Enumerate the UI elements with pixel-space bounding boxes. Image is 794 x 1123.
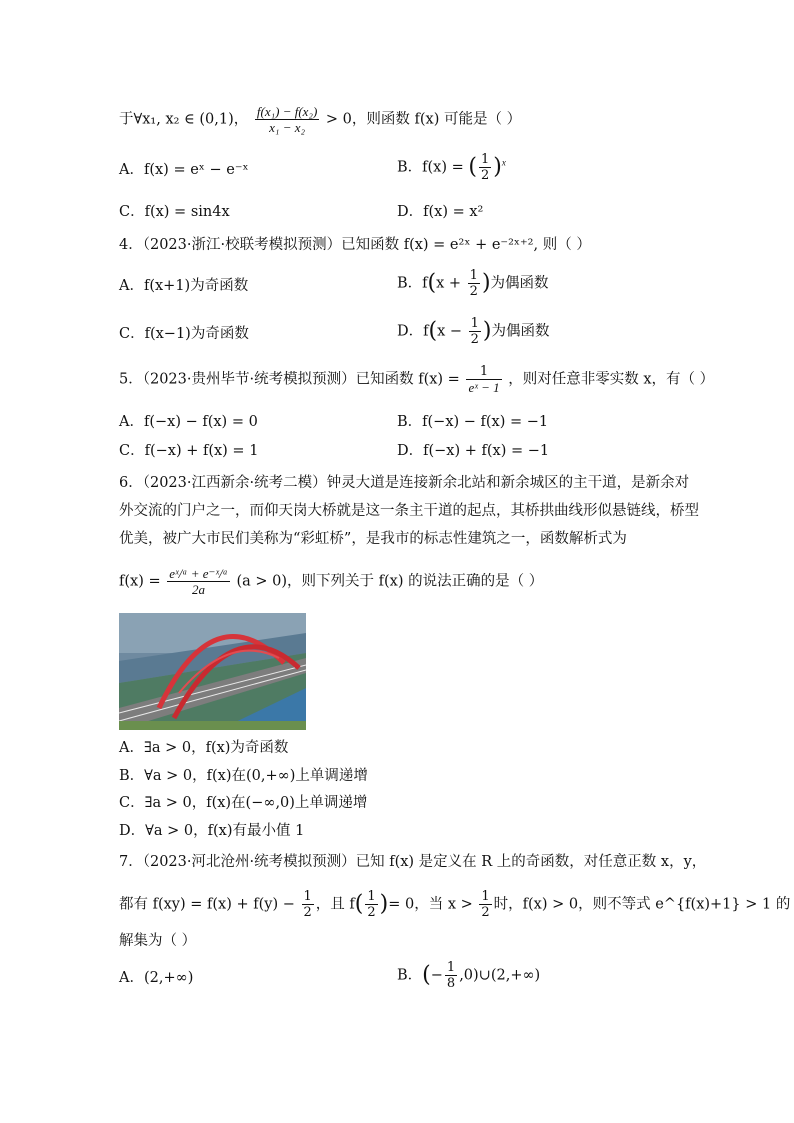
rainbow-bridge-photo (119, 613, 306, 730)
q6-line-3: 优美，被广大市民们美称为“彩虹桥”，是我市的标志性建筑之一，函数解析式为 (119, 531, 627, 547)
q3-option-d: D．f(x) = x² (397, 204, 484, 220)
q7-option-b: B．(− $\frac{1}{8}$ ,0)∪(2,+∞) (397, 960, 541, 991)
q6-formula: f(x) = $\frac{\text{eˣ/ᵃ + e⁻ˣ/ᵃ}}{2a}$ (a > 0)，则下列关于 f(x) 的说法正确的是（ ） (119, 566, 544, 597)
q7-line-3: 解集为（ ） (119, 933, 197, 949)
q4-option-d: D．f(x − $\frac{1}{2}$ )为偶函数 (397, 316, 550, 347)
q4-option-c: C．f(x−1)为奇函数 (119, 326, 249, 342)
q3-stem: 于∀x₁, x₂ ∈ (0,1)， $\frac{\text{f(x₁) − f(x₂)}}{\text{x₁ − x₂}}$ > 0，则函数 f(x) 可能是（ ） (119, 104, 522, 135)
q6-line-2: 外交流的门户之一，而仰天岗大桥就是这一条主干道的起点，其桥拱曲线形似悬链线，桥型 (119, 503, 699, 519)
q6-option-b: B．∀a > 0，f(x)在(0,+∞)上单调递增 (119, 768, 368, 784)
q3-option-c: C．f(x) = sin4x (119, 204, 230, 220)
q6-option-a: A．∃a > 0，f(x)为奇函数 (119, 740, 289, 756)
q5-option-b: B．f(−x) − f(x) = −1 (397, 414, 549, 430)
q3-option-a: A．f(x) = eˣ − e⁻ˣ (119, 162, 249, 178)
q5-option-c: C．f(−x) + f(x) = 1 (119, 443, 259, 459)
q4-stem: 4．（2023·浙江·校联考模拟预测）已知函数 f(x) = e²ˣ + e⁻²ˣ⁺², 则（ ） (119, 237, 591, 253)
q5-stem: 5．（2023·贵州毕节·统考模拟预测）已知函数 f(x) = $\frac{1}{\text{eˣ − 1}}$ ，则对任意非零实数 x，有（ ） (119, 364, 715, 395)
q6-line-1: 6．（2023·江西新余·统考二模）钟灵大道是连接新余北站和新余城区的主干道，是新余对 (119, 475, 690, 491)
q7-option-a: A．(2,+∞) (119, 970, 194, 986)
q4-option-b: B．f(x + $\frac{1}{2}$ )为偶函数 (397, 268, 549, 299)
q6-option-d: D．∀a > 0，f(x)有最小值 1 (119, 823, 305, 839)
q6-option-c: C．∃a > 0，f(x)在(−∞,0)上单调递增 (119, 795, 368, 811)
q3-fraction: $\frac{\text{f(x₁) − f(x₂)}}{\text{x₁ − x₂}}$ (256, 104, 318, 135)
q3-option-b: B．f(x) = ( $\frac{1}{2}$ )$^x$ (397, 152, 506, 183)
q5-option-a: A．f(−x) − f(x) = 0 (119, 414, 258, 430)
q7-line-2: 都有 f(xy) = f(x) + f(y) − $\frac{1}{2}$ ，且 f( $\frac{1}{2}$ )= 0，当 x > $\frac{1}{2}$ 时，f(x) > 0，则不等式 e^{f(x)+1} > 1 的 (119, 889, 791, 920)
q7-line-1: 7．（2023·河北沧州·统考模拟预测）已知 f(x) 是定义在 R 上的奇函数，对任意正数 x，y， (119, 854, 707, 870)
q4-option-a: A．f(x+1)为奇函数 (119, 278, 249, 294)
bridge-illustration (119, 613, 306, 730)
q5-option-d: D．f(−x) + f(x) = −1 (397, 443, 550, 459)
